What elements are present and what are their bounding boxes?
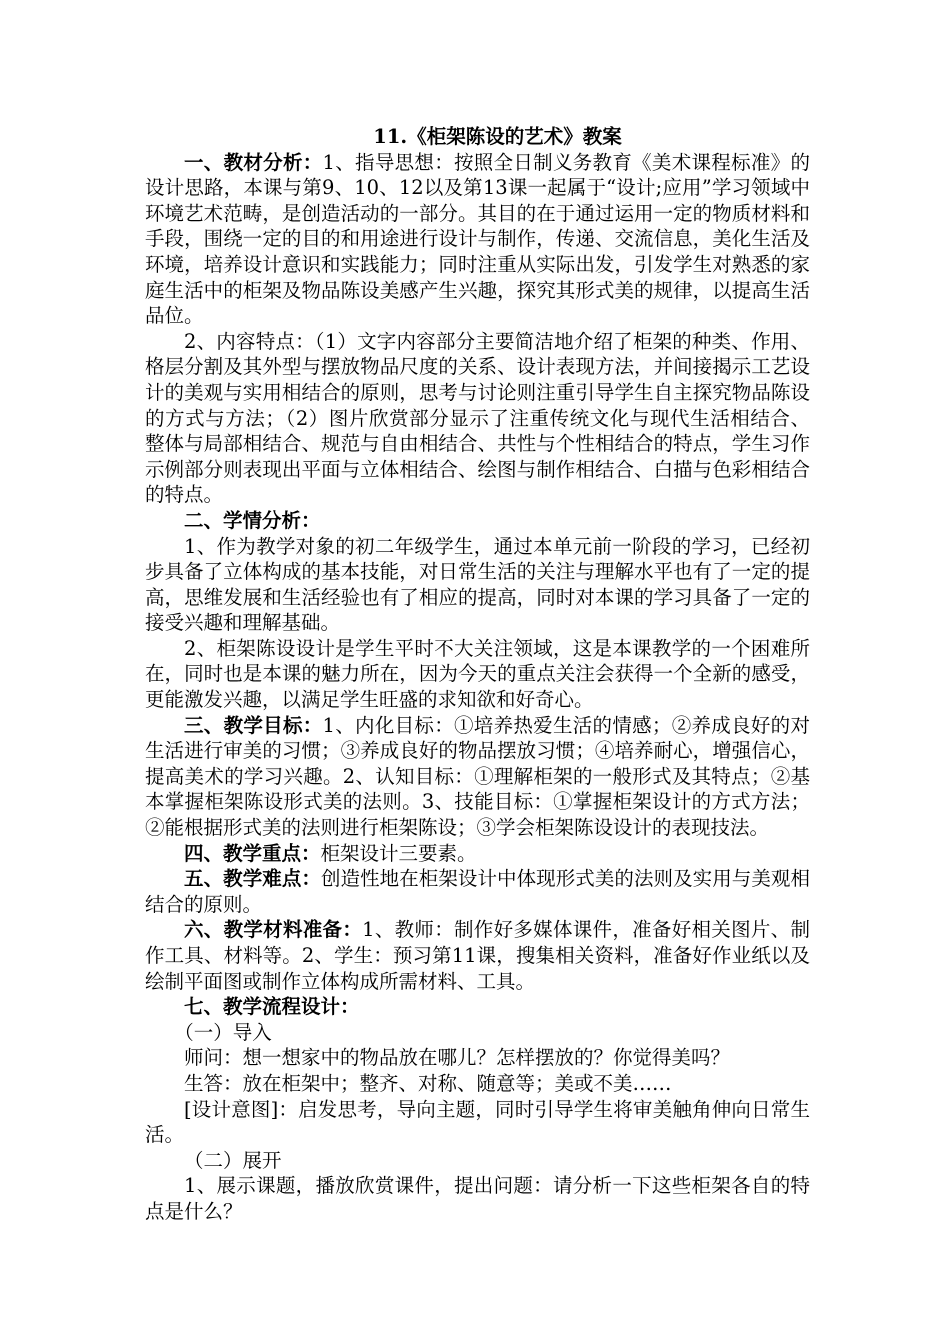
part-2-heading: （二）展开 [184,1148,282,1172]
part-1-heading: （一）导入 [174,1020,272,1044]
section-4-text: 柜架设计三要素。 [320,841,477,865]
section-6-text: 1、教师：制作好多媒体课件，准备好相关图片、制作工具、材料等。2、学生：预习第11课，搜集相关资料，准备好作业纸以及绘制平面图或制作立体构成所需材料、工具。 [145,918,810,993]
paragraph-teacher-question [145,1045,810,1071]
teacher-question-text: 师问：想一想家中的物品放在哪儿？怎样摆放的？你觉得美吗？ [184,1046,731,1070]
section-heading-7: 七、教学流程设计： [184,995,360,1019]
paragraph-materials-preparation [145,917,810,994]
section-heading-5: 五、教学难点： [184,867,321,891]
paragraph-step-1 [145,1173,810,1224]
section-1-text-2: 2、内容特点：（1）文字内容部分主要简洁地介绍了柜架的种类、作用、格层分割及其外型与摆放物品尺度的关系、设计表现方法，并间接揭示工艺设计的美观与实用相结合的原则，思考与讨论则注重引导学生自主探究物品陈设的方式与方法；（2）图片欣赏部分显示了注重传统文化与现代生活相结合、整体与局部相结合、规范与自由相结合、共性与个性相结合的特点，学生习作示例部分则表现出平面与立体相结合、绘图与制作相结合、白描与色彩相结合的特点。 [145,329,810,507]
paragraph-teaching-process-heading [145,994,810,1020]
section-heading-4: 四、教学重点： [184,841,321,865]
section-heading-2: 二、学情分析： [184,508,321,532]
section-5-text: 创造性地在柜架设计中体现形式美的法则及实用与美观相结合的原则。 [145,867,810,916]
step-1-text: 1、展示课题，播放欣赏课件，提出问题：请分析一下这些柜架各自的特点是什么？ [145,1174,810,1223]
paragraph-development-heading [145,1148,810,1174]
section-2-text-2: 2、柜架陈设设计是学生平时不大关注领域，这是本课教学的一个困难所在，同时也是本课的魅力所在，因为今天的重点关注会获得一个全新的感受，更能激发兴趣，以满足学生旺盛的求知欲和好奇心。 [145,636,810,712]
section-2-text-1: 1、作为教学对象的初二年级学生，通过本单元前一阶段的学习，已经初步具备了立体构成的基本技能，对日常生活的关注与理解水平也有了一定的提高，思维发展和生活经验也有了相应的提高，同时对本课的学习具备了一定的接受兴趣和理解基础。 [145,534,810,635]
paragraph-student-analysis-1 [145,534,810,636]
paragraph-teaching-key-point [145,841,810,867]
paragraph-introduction-heading [145,1020,810,1046]
section-heading-6: 六、教学材料准备： [184,918,363,942]
student-answer-text: 生答：放在柜架中；整齐、对称、随意等；美或不美…… [184,1071,672,1095]
paragraph-student-answer [145,1071,810,1097]
section-heading-3: 三、教学目标： [184,713,323,737]
design-intent-text: [设计意图]：启发思考，导向主题，同时引导学生将审美触角伸向日常生活。 [145,1097,810,1147]
section-heading-1: 一、教材分析： [184,150,323,174]
paragraph-content-features [145,329,810,508]
paragraph-teaching-difficulty [145,866,810,917]
paragraph-student-analysis-heading [145,508,810,534]
document-title: 11.《柜架陈设的艺术》教案 [373,125,622,148]
paragraph-teaching-material-analysis [145,150,810,329]
document-body [145,124,810,1225]
paragraph-design-intent [145,1097,810,1148]
paragraph-teaching-goals [145,713,810,841]
section-1-text-1: 1、指导思想：按照全日制义务教育《美术课程标准》的设计思路，本课与第9、10、12以及第13课一起属于“设计;应用”学习领域中环境艺术范畴，是创造活动的一部分。其目的在于通过运用一定的物质材料和手段，围绕一定的目的和用途进行设计与制作，传递、交流信息，美化生活及环境，培养设计意识和实践能力；同时注重从实际出发，引发学生对熟悉的家庭生活中的柜架及物品陈设美感产生兴趣，探究其形式美的规律，以提高生活品位。 [145,150,810,328]
paragraph-student-analysis-2 [145,636,810,713]
section-3-text: 1、内化目标：①培养热爱生活的情感；②养成良好的对生活进行审美的习惯；③养成良好的物品摆放习惯；④培养耐心，增强信心，提高美术的学习兴趣。2、认知目标：①理解柜架的一般形式及其特点；②基本掌握柜架陈设形式美的法则。3、技能目标：①掌握柜架设计的方式方法；②能根据形式美的法则进行柜架陈设；③学会柜架陈设设计的表现技法。 [145,713,810,840]
